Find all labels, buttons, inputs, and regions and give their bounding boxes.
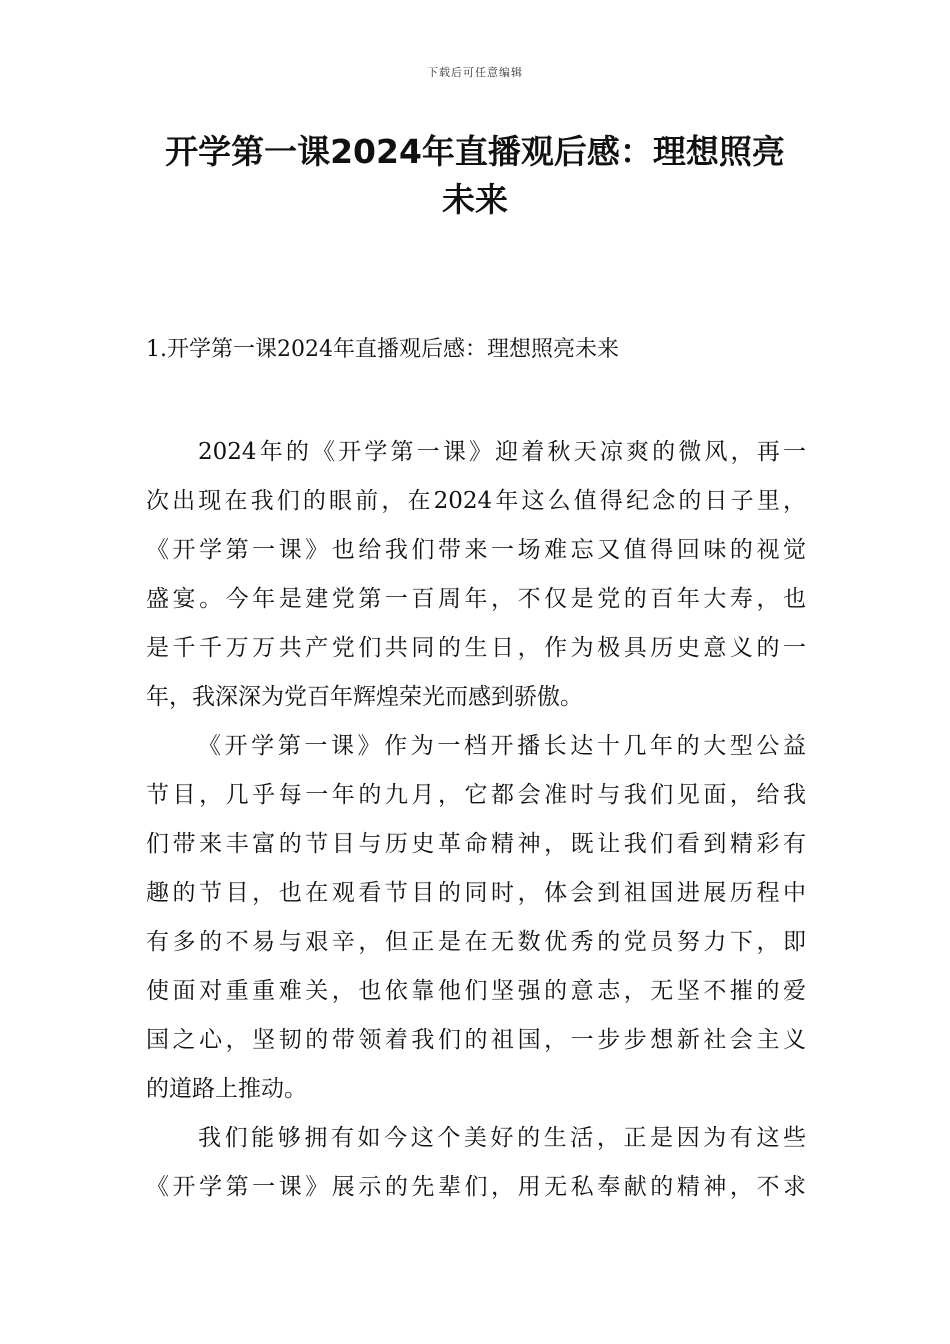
paragraph-line: 节目，几乎每一年的九月，它都会准时与我们见面，给我 [146, 782, 806, 808]
document-title [120, 128, 830, 224]
paragraph-line: 《开学第一课》展示的先辈们，用无私奉献的精神，不求 [146, 1174, 806, 1200]
paragraph-line: 是千千万万共产党们共同的生日，作为极具历史意义的一 [146, 635, 806, 661]
title-line-1: 开学第一课2024年直播观后感：理想照亮 [165, 132, 785, 171]
paragraph-line: 趣的节目，也在观看节目的同时，体会到祖国进展历程中 [146, 880, 806, 906]
paragraph-line: 国之心，坚韧的带领着我们的祖国，一步步想新社会主义 [146, 1027, 806, 1053]
title-line-2: 未来 [442, 180, 508, 219]
paragraph-line: 次出现在我们的眼前，在2024年这么值得纪念的日子里， [146, 488, 806, 514]
header-note: 下载后可任意编辑 [427, 66, 523, 79]
paragraph-line: 盛宴。今年是建党第一百周年，不仅是党的百年大寿，也 [146, 586, 806, 612]
paragraph-line: 《开学第一课》也给我们带来一场难忘又值得回味的视觉 [146, 537, 806, 563]
paragraph-line: 使面对重重难关，也依靠他们坚强的意志，无坚不摧的爱 [146, 978, 806, 1004]
paragraph-line: 的道路上推动。 [146, 1076, 307, 1102]
paragraph-line: 们带来丰富的节目与历史革命精神，既让我们看到精彩有 [146, 831, 806, 857]
paragraph-line: 2024年的《开学第一课》迎着秋天凉爽的微风，再一 [198, 439, 806, 465]
body-text [146, 428, 806, 1212]
paragraph-line: 年，我深深为党百年辉煌荣光而感到骄傲。 [146, 684, 583, 710]
section-heading: 1.开学第一课2024年直播观后感：理想照亮未来 [146, 337, 619, 362]
paragraph-line: 我们能够拥有如今这个美好的生活，正是因为有这些 [198, 1125, 806, 1151]
paragraph-line: 有多的不易与艰辛，但正是在无数优秀的党员努力下，即 [146, 929, 806, 955]
paragraph-line: 《开学第一课》作为一档开播长达十几年的大型公益 [198, 733, 806, 759]
